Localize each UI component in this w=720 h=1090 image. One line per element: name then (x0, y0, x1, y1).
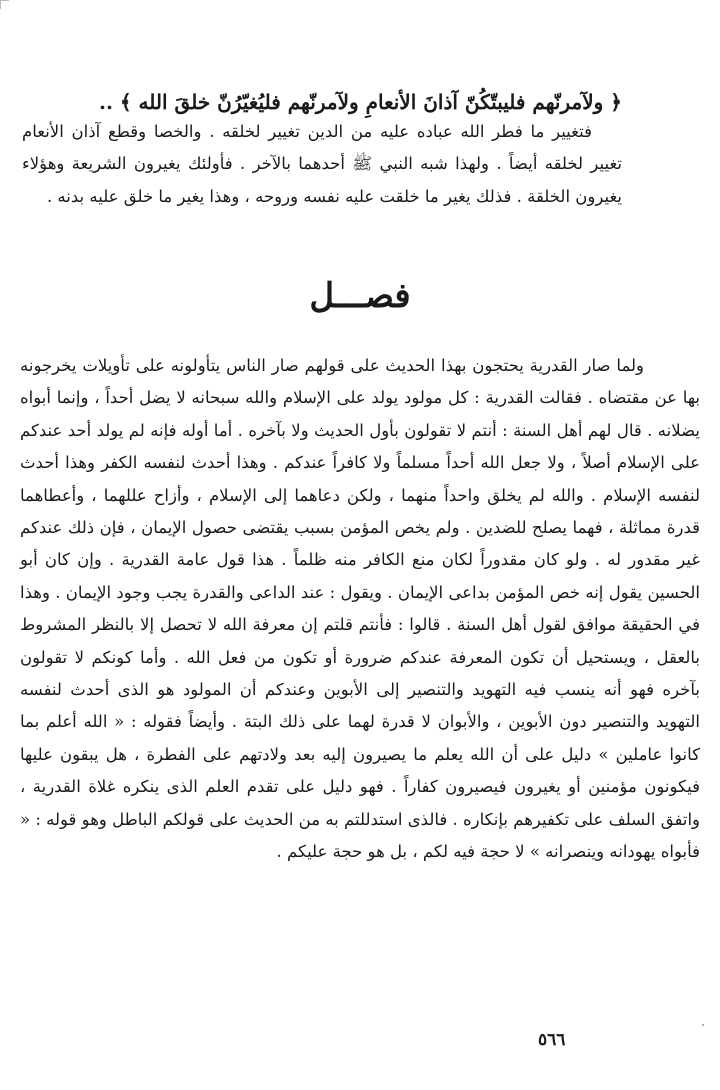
scan-dot-mark (702, 1024, 704, 1026)
paragraph-2 (20, 350, 700, 869)
paragraph-1-text: فتغيير ما فطر الله عباده عليه من الدين تغيير لخلقه . والخصا وقطع آذان الأنعام تغيير لخلقه أيضاً . ولهذا شبه النبي ﷺ أحدهما بالآخر . فأولئك يغيرون الشريعة وهؤلاء يغيرون الخلقة . فذلك يغير ما خلقت عليه نفسه وروحه ، وهذا يغير ما خلق عليه بدنه . (22, 122, 622, 206)
page-number: ٥٦٦ (538, 1030, 566, 1050)
quran-verse: ﴿ ولآمرنّهم فليبتّكُنّ آذانَ الأنعامِ ولآمرنّهم فليُغيّرُنّ خلقَ الله ﴾ .. (98, 90, 622, 114)
paragraph-1 (22, 116, 622, 213)
scan-corner-mark (0, 0, 9, 9)
paragraph-2-text: ولما صار القدرية يحتجون بهذا الحديث على قولهم صار الناس يتأولونه على تأويلات يخرجونه بها عن مقتضاه . فقالت القدرية : كل مولود يولد على الإسلام والله سبحانه لا يضل أحداً ، وإنما أبواه يضلانه . قال لهم أهل السنة : أنتم لا تقولون بأول الحديث ولا بآخره . أما أوله فإنه لم يولد أحد عندكم على الإسلام أصلاً ، ولا جعل الله أحداً مسلماً ولا كافراً عندكم . وهذا أحدث لنفسه الكفر وهذا أحدث لنفسه الإسلام . والله لم يخلق واحداً منهما ، ولكن دعاهما إلى الإسلام ، وأزاح عللهما ، وأعطاهما قدرة مماثلة ، فهما يصلح للضدين . ولم يخص المؤمن بسبب يقتضى حصول الإيمان ، فإن ذلك عندكم غير مقدور له . ولو كان مقدوراً لكان منع الكافر منه ظلماً . هذا قول عامة القدرية . وإن كان أبو الحسين يقول إنه خص المؤمن بداعى الإيمان . ويقول : عند الداعى والقدرة يجب وجود الإيمان . وهذا في الحقيقة موافق لقول أهل السنة . قالوا : فأنتم قلتم إن معرفة الله لا تحصل إلا بالنظر المشروط بالعقل ، ويستحيل أن تكون المعرفة عندكم ضرورة أو تكون من فعل الله . وأما كونكم لا تقولون بآخره فهو أنه ينسب فيه التهويد والتنصير إلى الأبوين وعندكم أن المولود هو الذى أحدث لنفسه التهويد والتنصير دون الأبوين ، والأبوان لا قدرة لهما على ذلك البتة . وأيضاً فقوله : « الله أعلم بما كانوا عاملين » دليل على أن الله يعلم ما يصيرون إليه بعد ولادتهم على الفطرة ، هل يبقون عليها فيكونون مؤمنين أو يغيرون فيصيرون كفاراً . فهو دليل على تقدم العلم الذى ينكره غلاة القدرية ، واتفق السلف على تكفيرهم بإنكاره . فالذى استدللتم به من الحديث على قولكم الباطل وهو قوله : « فأبواه يهودانه وينصرانه » لا حجة فيه لكم ، بل هو حجة عليكم . (20, 356, 700, 862)
section-heading: فصـــل (309, 276, 411, 316)
